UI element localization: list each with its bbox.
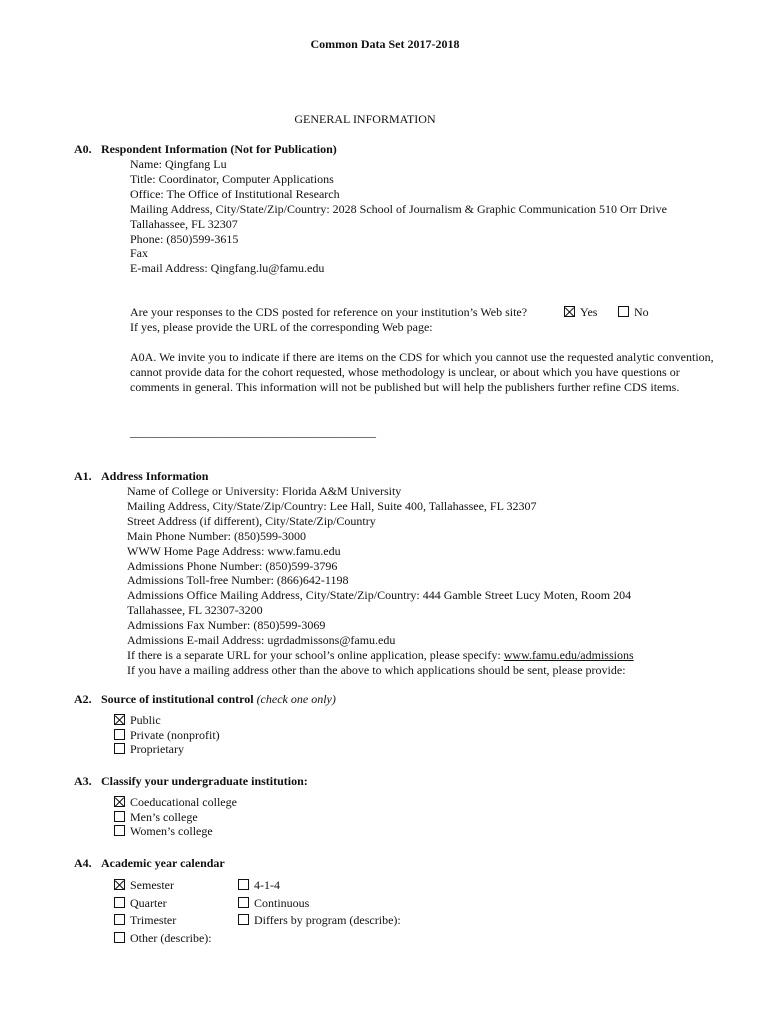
main-phone: Main Phone Number: (850)599-3000 <box>127 528 306 543</box>
a0-respondent-info <box>130 157 667 276</box>
a0a-paragraph: A0A. We invite you to indicate if there are items on the CDS for which you cannot use the requested analytic convention, cannot provide data for the cohort requested, whose methodology is unclear, or about which you have questions or comments in general. This information will not be published but will help the publishers further refine CDS items. <box>130 350 714 394</box>
quarter-checkbox[interactable] <box>114 897 125 908</box>
semester-checkbox[interactable] <box>114 879 125 890</box>
no-label: No <box>634 305 649 319</box>
a0-fax: Fax <box>130 246 148 261</box>
mens-college-label: Men’s college <box>130 809 198 824</box>
four-one-four-checkbox[interactable] <box>238 879 249 890</box>
continuous-checkbox[interactable] <box>238 897 249 908</box>
admissions-fax: Admissions Fax Number: (850)599-3069 <box>127 618 326 633</box>
web-site-question: Are your responses to the CDS posted for reference on your institution’s Web site? <box>130 305 528 319</box>
private-label: Private (nonprofit) <box>130 727 220 742</box>
yes-label: Yes <box>580 305 598 319</box>
a0-phone: Phone: (850)599-3615 <box>130 231 239 246</box>
online-application-line <box>127 648 634 663</box>
admissions-email: Admissions E-mail Address: ugrdadmissons@famu.edu <box>127 633 396 648</box>
private-checkbox[interactable] <box>114 729 125 740</box>
a0-name: Name: Qingfang Lu <box>130 157 227 171</box>
option-semester[interactable] <box>114 877 212 895</box>
admissions-toll-free: Admissions Toll-free Number: (866)642-1198 <box>127 573 349 588</box>
online-application-link[interactable]: www.famu.edu/admissions <box>503 647 634 662</box>
a2-title: Source of institutional control <box>101 692 254 706</box>
option-4-1-4[interactable] <box>238 877 401 895</box>
admissions-mailing-address: Admissions Office Mailing Address, City/State/Zip/Country: 444 Gamble Street Lucy Moten, Room 204 <box>127 588 632 603</box>
college-name: Name of College or University: Florida A&M University <box>127 484 402 498</box>
proprietary-label: Proprietary <box>130 742 184 756</box>
street-address: Street Address (if different), City/State/Zip/Country <box>127 513 376 528</box>
coeducational-checkbox[interactable] <box>114 796 125 807</box>
a2-label: A2. <box>74 692 92 706</box>
url-question: If yes, please provide the URL of the corresponding Web page: <box>130 320 433 334</box>
a3-options <box>114 794 237 841</box>
trimester-checkbox[interactable] <box>114 914 125 925</box>
differs-label: Differs by program (describe): <box>254 913 401 927</box>
a1-label: A1. <box>74 469 92 483</box>
a4-title: Academic year calendar <box>101 856 225 870</box>
online-application-prefix: If there is a separate URL for your school’s online application, please specify: <box>127 647 504 662</box>
public-checkbox[interactable] <box>114 714 125 725</box>
section-heading: GENERAL INFORMATION <box>294 112 436 126</box>
a0a-answer-line: _________________________________________ <box>130 425 376 439</box>
mailing-address: Mailing Address, City/State/Zip/Country: Lee Hall, Suite 400, Tallahassee, FL 32307 <box>127 498 537 513</box>
public-label: Public <box>130 713 161 727</box>
a0-title-line: Title: Coordinator, Computer Applications <box>130 171 334 186</box>
option-continuous[interactable] <box>238 895 401 913</box>
a0-label: A0. <box>74 142 92 156</box>
a1-title: Address Information <box>101 469 209 483</box>
a0-email: E-mail Address: Qingfang.lu@famu.edu <box>130 261 325 276</box>
a4-label: A4. <box>74 856 92 870</box>
a0-office: Office: The Office of Institutional Research <box>130 186 340 201</box>
four-one-four-label: 4-1-4 <box>254 878 280 892</box>
a0-mailing-address: Mailing Address, City/State/Zip/Country: 2028 School of Journalism & Graphic Communication 510 Orr Drive <box>130 201 667 216</box>
option-differs-by-program[interactable] <box>238 912 401 930</box>
womens-college-checkbox[interactable] <box>114 825 125 836</box>
option-quarter[interactable] <box>114 895 212 913</box>
yes-checkbox[interactable] <box>564 306 575 317</box>
a0-title: Respondent Information (Not for Publication) <box>101 142 337 156</box>
alternate-mailing-address: If you have a mailing address other than the above to which applications should be sent, please provide: <box>127 662 626 677</box>
a2-options <box>114 712 220 759</box>
a2-title-line <box>101 692 336 707</box>
mens-college-checkbox[interactable] <box>114 811 125 822</box>
option-other[interactable] <box>114 930 212 948</box>
continuous-label: Continuous <box>254 895 310 910</box>
a3-title: Classify your undergraduate institution: <box>101 774 308 788</box>
yes-option[interactable] <box>564 305 597 320</box>
differs-checkbox[interactable] <box>238 914 249 925</box>
admissions-city-line: Tallahassee, FL 32307-3200 <box>127 603 263 618</box>
womens-college-label: Women’s college <box>130 824 213 838</box>
quarter-label: Quarter <box>130 895 167 910</box>
option-trimester[interactable] <box>114 912 212 930</box>
a0-city-line: Tallahassee, FL 32307 <box>130 216 238 231</box>
home-page: WWW Home Page Address: www.famu.edu <box>127 543 341 558</box>
a4-options-col2 <box>238 877 401 930</box>
other-label: Other (describe): <box>130 930 212 945</box>
trimester-label: Trimester <box>130 913 177 927</box>
admissions-phone: Admissions Phone Number: (850)599-3796 <box>127 558 338 573</box>
semester-label: Semester <box>130 878 174 892</box>
coeducational-label: Coeducational college <box>130 795 237 809</box>
document-title: Common Data Set 2017-2018 <box>310 37 460 51</box>
no-checkbox[interactable] <box>618 306 629 317</box>
proprietary-checkbox[interactable] <box>114 743 125 754</box>
no-option[interactable] <box>618 305 649 320</box>
option-womens-college[interactable] <box>114 823 237 841</box>
a1-address-info <box>127 484 634 678</box>
other-checkbox[interactable] <box>114 932 125 943</box>
a2-note: (check one only) <box>256 692 336 706</box>
a3-label: A3. <box>74 774 92 788</box>
a4-options-col1 <box>114 877 212 947</box>
